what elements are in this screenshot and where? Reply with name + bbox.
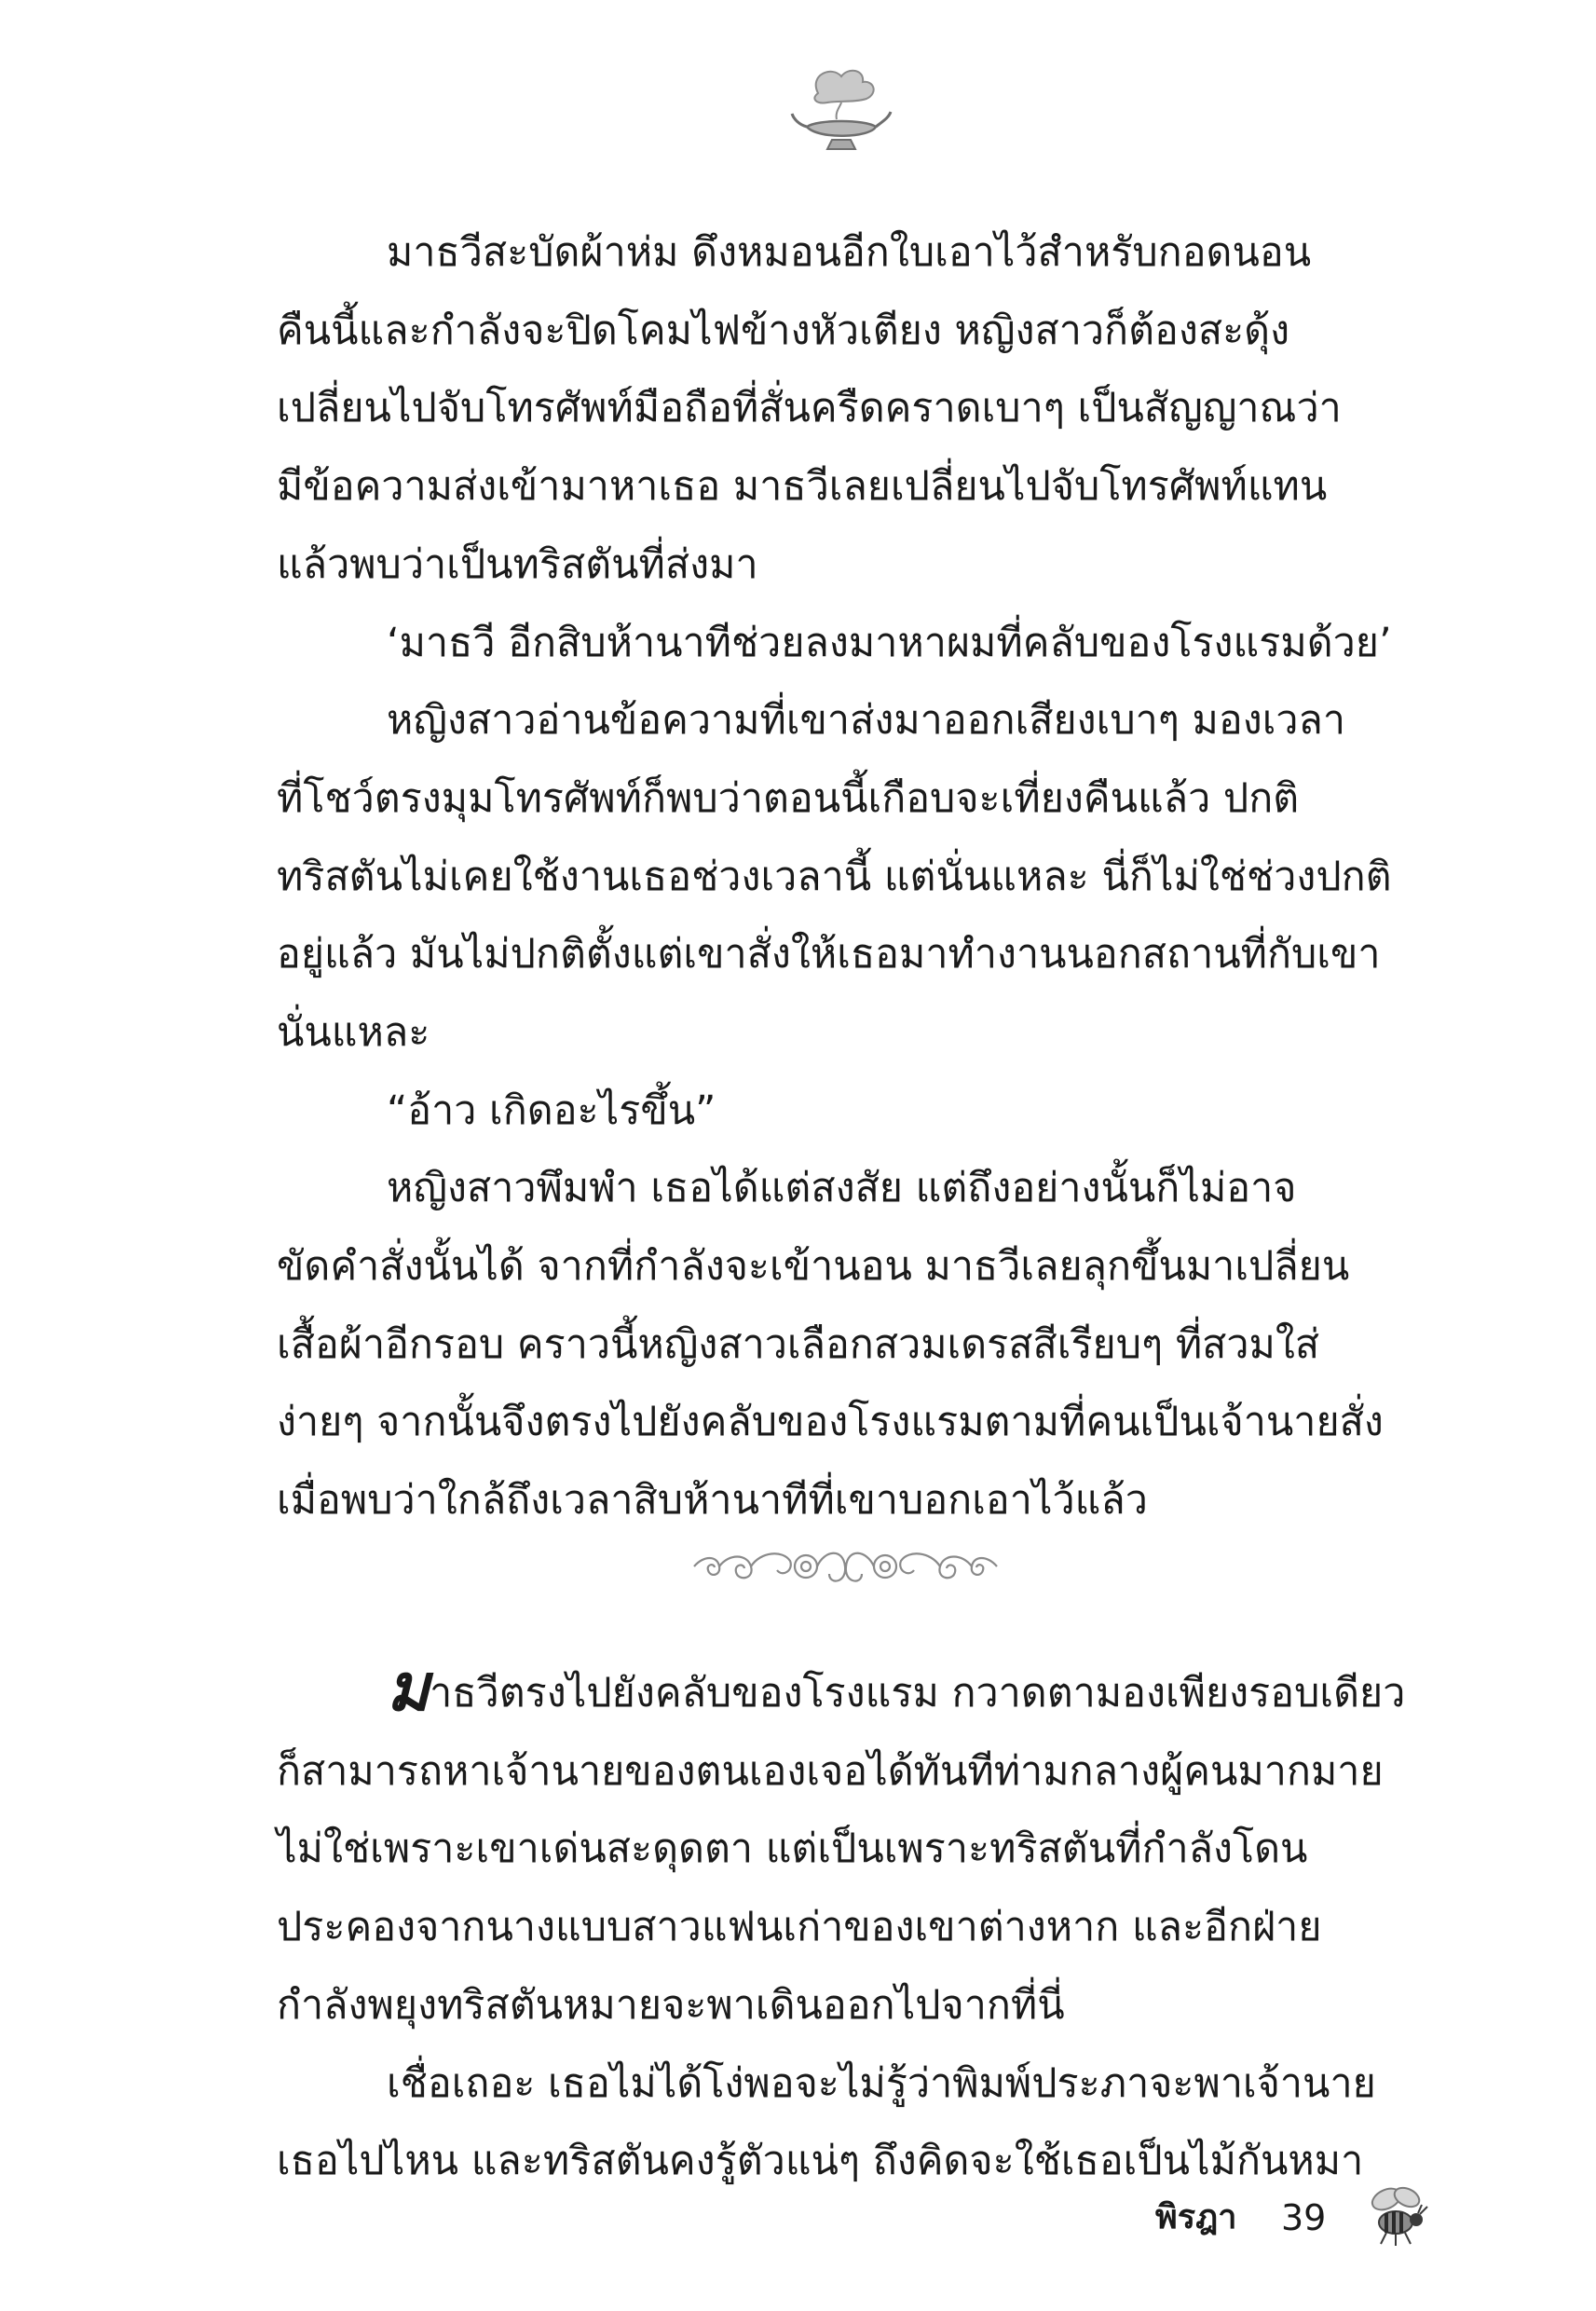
paragraph <box>277 682 1521 760</box>
paragraph-continued <box>277 1228 1412 1540</box>
text-line: มาธวีสะบัดผ้าห่ม ดึงหมอนอีกใบเอาไว้สำหรับกอดนอน <box>387 229 1312 276</box>
text-line: เสื้อผ้าอีกรอบ คราวนี้หญิงสาวเลือกสวมเดรสสีเรียบๆ ที่สวมใส่ <box>277 1320 1320 1368</box>
bee-icon <box>1358 2181 1433 2250</box>
dialogue-line <box>277 1073 1521 1151</box>
text-line <box>387 1648 1521 1733</box>
scroll-ornament-icon <box>689 1542 1002 1591</box>
paragraph-continued <box>277 293 1412 605</box>
text-line: ทริสตันไม่เคยใช้งานเธอช่วงเวลานี้ แต่นั่นแหละ นี่ก็ไม่ใช่ช่วงปกติ <box>277 853 1392 900</box>
text-line: มีข้อความส่งเข้ามาหาเธอ มาธวีเลยเปลี่ยนไปจับโทรศัพท์แทน <box>277 463 1328 511</box>
paragraph <box>277 1150 1521 1228</box>
chapter-opening-paragraph <box>277 1648 1521 1733</box>
text-line: อยู่แล้ว มันไม่ปกติตั้งแต่เขาสั่งให้เธอมาทำงานนอกสถานที่กับเขา <box>277 931 1381 978</box>
paragraph-continued <box>277 760 1412 1073</box>
text-line: ไม่ใช่เพราะเขาเด่นสะดุดตา แต่เป็นเพราะทริสตันที่กำลังโดน <box>277 1826 1308 1873</box>
genie-lamp-icon <box>790 65 893 158</box>
paragraph-continued <box>277 2123 1412 2201</box>
running-footer-author: พิรฎา <box>1155 2198 1237 2236</box>
dialogue-line <box>277 605 1521 683</box>
text-line: หญิงสาวอ่านข้อความที่เขาส่งมาออกเสียงเบาๆ มองเวลา <box>387 697 1346 745</box>
text-line: ‘มาธวี อีกสิบห้านาทีช่วยลงมาหาผมที่คลับของโรงแรมด้วย’ <box>387 619 1392 666</box>
text-line: เธอไปไหน และทริสตันคงรู้ตัวแน่ๆ ถึงคิดจะใช้เธอเป็นไม้กันหมา <box>277 2138 1364 2185</box>
paragraph <box>277 2045 1521 2124</box>
page-number: 39 <box>1281 2197 1327 2238</box>
text-span: าธวีตรงไปยังคลับของโรงแรม กวาดตามองเพียงรอบเดียว <box>430 1670 1406 1716</box>
paragraph-continued <box>277 1733 1412 2045</box>
text-line: หญิงสาวพึมพำ เธอได้แต่สงสัย แต่ถึงอย่างนั้นก็ไม่อาจ <box>387 1165 1297 1212</box>
text-line: “อ้าว เกิดอะไรขึ้น” <box>387 1087 716 1134</box>
text-line: ง่ายๆ จากนั้นจึงตรงไปยังคลับของโรงแรมตามที่คนเป็นเจ้านายสั่ง <box>277 1399 1384 1446</box>
text-line: นั่นแหละ <box>277 1008 430 1056</box>
text-line: คืนนี้และกำลังจะปิดโคมไฟข้างหัวเตียง หญิงสาวก็ต้องสะดุ้ง <box>277 307 1290 354</box>
drop-cap: ม <box>387 1648 430 1726</box>
text-line: ก็สามารถหาเจ้านายของตนเองเจอได้ทันทีท่ามกลางผู้คนมากมาย <box>277 1747 1384 1795</box>
text-line: กำลังพยุงทริสตันหมายจะพาเดินออกไปจากที่นี่ <box>277 1981 1065 2029</box>
paragraph <box>277 214 1521 293</box>
text-line: ประคองจากนางแบบสาวแฟนเก่าของเขาต่างหาก และอีกฝ่าย <box>277 1904 1322 1951</box>
text-line: ขัดคำสั่งนั้นได้ จากที่กำลังจะเข้านอน มาธวีเลยลุกขึ้นมาเปลี่ยน <box>277 1243 1350 1291</box>
text-line: เชื่อเถอะ เธอไม่ได้โง่พอจะไม่รู้ว่าพิมพ์ประภาจะพาเจ้านาย <box>387 2059 1376 2107</box>
text-line: เมื่อพบว่าใกล้ถึงเวลาสิบห้านาทีที่เขาบอกเอาไว้แล้ว <box>277 1477 1148 1525</box>
text-line: ที่โชว์ตรงมุมโทรศัพท์ก็พบว่าตอนนี้เกือบจะเที่ยงคืนแล้ว ปกติ <box>277 774 1300 822</box>
text-line: เปลี่ยนไปจับโทรศัพท์มือถือที่สั่นครืดคราดเบาๆ เป็นสัญญาณว่า <box>277 385 1342 432</box>
text-line: แล้วพบว่าเป็นทริสตันที่ส่งมา <box>277 540 758 588</box>
